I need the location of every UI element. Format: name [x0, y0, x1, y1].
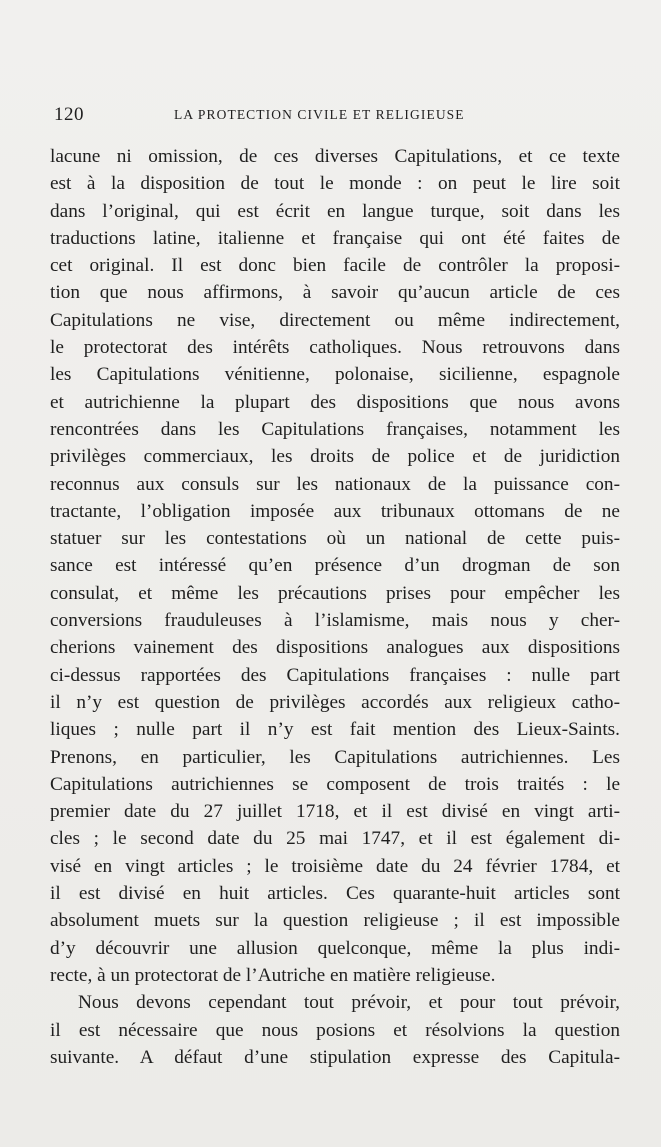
text-line: Capitulations ne vise, directement ou même indirectement,	[50, 309, 620, 331]
text-line: reconnus aux consuls sur les nationaux de la puissance con-	[50, 473, 620, 495]
text-line: conversions frauduleuses à l’islamisme, mais nous y cher-	[50, 610, 620, 632]
text-line: il n’y est question de privilèges accordés aux religieux catho-	[50, 691, 620, 713]
text-line: ci-dessus rapportées des Capitulations françaises : nulle part	[50, 664, 620, 686]
page-number: 120	[54, 104, 84, 125]
text-line: privilèges commerciaux, les droits de police et de juridiction	[50, 446, 620, 468]
text-line: lacune ni omission, de ces diverses Capitulations, et ce texte	[50, 146, 620, 167]
text-line: dans l’original, qui est écrit en langue turque, soit dans les	[50, 200, 620, 222]
text-line: visé en vingt articles ; le troisième date du 24 février 1784, et	[50, 855, 620, 877]
text-line: il est divisé en huit articles. Ces quarante-huit articles sont	[50, 883, 620, 905]
text-line: liques ; nulle part il n’y est fait mention des Lieux-Saints.	[50, 719, 620, 741]
text-line: les Capitulations vénitienne, polonaise, sicilienne, espagnole	[50, 364, 620, 386]
text-line: rencontrées dans les Capitulations françaises, notamment les	[50, 418, 620, 440]
body-text	[50, 143, 620, 1071]
text-line: traductions latine, italienne et française qui ont été faites de	[50, 227, 620, 249]
text-line: cles ; le second date du 25 mai 1747, et il est également di-	[50, 828, 620, 850]
text-line: est à la disposition de tout le monde : on peut le lire soit	[50, 173, 620, 195]
text-line: tion que nous affirmons, à savoir qu’aucun article de ces	[50, 282, 620, 304]
text-line: cherions vainement des dispositions analogues aux dispositions	[50, 637, 620, 659]
text-line: d’y découvrir une allusion quelconque, même la plus indi-	[50, 937, 620, 959]
text-line: sance est intéressé qu’en présence d’un drogman de son	[50, 555, 620, 577]
text-line: premier date du 27 juillet 1718, et il est divisé en vingt arti-	[50, 801, 620, 823]
running-title: LA PROTECTION CIVILE ET RELIGIEUSE	[174, 107, 465, 122]
text-line: Capitulations autrichiennes se composent de trois traités : le	[50, 773, 620, 795]
text-line: Prenons, en particulier, les Capitulations autrichiennes. Les	[50, 746, 620, 768]
running-head	[50, 104, 620, 128]
text-line: cet original. Il est donc bien facile de contrôler la proposi-	[50, 255, 620, 277]
text-line: tractante, l’obligation imposée aux tribunaux ottomans de ne	[50, 500, 620, 522]
text-line: consulat, et même les précautions prises pour empêcher les	[50, 582, 620, 604]
text-line: le protectorat des intérêts catholiques. Nous retrouvons dans	[50, 337, 620, 359]
text-line: il est nécessaire que nous posions et résolvions la question	[50, 1019, 620, 1041]
text-line: suivante. A défaut d’une stipulation expresse des Capitula-	[50, 1046, 620, 1068]
text-line: recte, à un protectorat de l’Autriche en matière religieuse.	[50, 964, 496, 986]
text-line: et autrichienne la plupart des dispositions que nous avons	[50, 391, 620, 413]
text-line: statuer sur les contestations où un national de cette puis-	[50, 528, 620, 550]
text-line: Nous devons cependant tout prévoir, et pour tout prévoir,	[78, 992, 620, 1014]
text-line: absolument muets sur la question religieuse ; il est impossible	[50, 910, 620, 932]
